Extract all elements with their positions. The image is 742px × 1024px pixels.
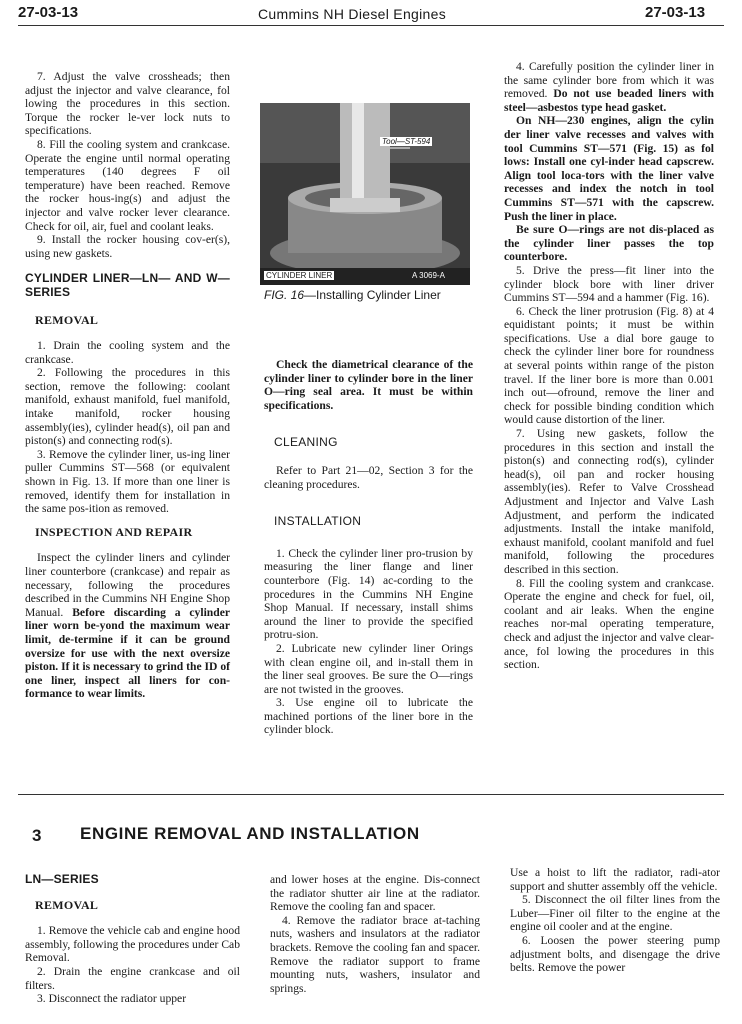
- inspection-warning: Before discarding a cylinder liner worn be-yond the maximum wear limit, de-termine if it can be ground oversize for use with the next oversize piston. If it is necessary to grind the ID of one liner, inspect all liners for con-formance to wear limits.: [25, 605, 230, 701]
- column-3: [504, 60, 714, 672]
- liner-label: CYLINDER LINER: [266, 271, 333, 280]
- paragraph: 5. Drive the press—fit liner into the cylinder block bore with liner driver Cummins ST—594 and a hammer (Fig. 16).: [504, 263, 714, 305]
- paragraph: 5. Disconnect the oil filter lines from the Luber—Finer oil filter to the engine at the engine oil cooler and at the engine.: [510, 893, 720, 934]
- section-number: 3: [32, 826, 43, 845]
- bottom-column-3: [510, 866, 720, 975]
- paragraph: On NH—230 engines, align the cylin der liner valve recesses and valves with tool Cummins ST—571 (Fig. 15) as fol lows: Install one cyl-inder head capscrew. Align tool loca-tors with the liner valve recesses and index the notch in tool Cummins ST—571 with the capscrew. Push the liner in place.: [504, 114, 714, 223]
- subheading-inspection: INSPECTION AND REPAIR: [35, 524, 193, 539]
- column-1: [25, 70, 230, 701]
- figure-caption-text: —Installing Cylinder Liner: [304, 288, 441, 302]
- step4-text: 4. Carefully position the cylinder liner in the same cylinder bore from which it was removed.: [504, 60, 714, 101]
- paragraph: 1. Drain the cooling system and the crankcase.: [25, 339, 230, 366]
- section-title: ENGINE REMOVAL AND INSTALLATION: [80, 824, 420, 843]
- paragraph: 8. Fill the cooling system and crankcase. Operate the engine until normal operating temperatures (140 degrees F oil temperature) have been reached. Remove the rocker hous-ing(s) and adjust the injector and valve rocker lever clearance. Check for oil, air, fuel and coolant leaks.: [25, 137, 230, 233]
- paragraph: 7. Using new gaskets, follow the procedures in this section and install the piston(s) and connecting rod(s), cylinder head(s), oil pan and rocker housing assembly(ies). Refer to Valve Crosshead Adjustment and Injector and Valve Lash Adjustment, and perform the indicated adjustments. Install the intake manifold, exhaust manifold, coolant manifold and fuel manifold, following the procedures described in this section.: [504, 427, 714, 576]
- step4-warning: Do not use beaded liners with steel—asbestos type head gasket.: [504, 87, 714, 114]
- figure-caption: [264, 288, 464, 302]
- inspection-text: Inspect the cylinder liners and cylinder liner counterbore (crankcase) and repair as necessary, following the procedures described in the Cummins NH Engine Shop Manual.: [25, 551, 230, 619]
- section-rule: [18, 794, 724, 795]
- paragraph: [504, 60, 714, 114]
- subheading-removal: REMOVAL: [35, 312, 99, 327]
- figure-number: FIG. 16: [264, 288, 305, 302]
- paragraph: 6. Check the liner protrusion (Fig. 8) at 4 equidistant points; it must be within specifications. Use a dial bore gauge to check the cylinder liner bore for roundness at several points within range of the piston travel. If the liner bore is more than 0.001 inch out—ofround, remove the liner and check for possible binding condition which would cause distortion of the liner.: [504, 304, 714, 427]
- paragraph: Use a hoist to lift the radiator, radi-ator support and shutter assembly off the vehicle.: [510, 866, 720, 893]
- paragraph: 6. Loosen the power steering pump adjustment bolts, and disengage the drive belts. Remove the power: [510, 933, 720, 975]
- paragraph: 8. Fill the cooling system and crankcase. Operate the engine and check for fuel, oil, coolant and air leaks. When the engine reaches nor-mal operating temperature, check and adjust the injector and valve clear-ance, fol lowing the procedures in this section.: [504, 576, 714, 672]
- paragraph: Be sure O—rings are not dis-placed as the cylinder liner passes the top counterbore.: [504, 223, 714, 264]
- paragraph: Check the diametrical clearance of the cylinder liner to cylinder bore in the liner O—ring seal area. It must be within specifications.: [264, 358, 473, 412]
- paragraph: 1. Remove the vehicle cab and engine hood assembly, following the procedures under Cab Removal.: [25, 924, 240, 965]
- paragraph: and lower hoses at the engine. Dis-connect the radiator shutter air line at the radiator. Remove the cooling fan and spacer.: [270, 873, 480, 914]
- bottom-column-1: [25, 873, 240, 1006]
- header-rule: [18, 25, 724, 26]
- paragraph: 3. Remove the cylinder liner, us-ing liner puller Cummins ST—568 (or equivalent shown in Fig. 13. If more than one liner is removed, identify them for installation in the same pos-ition as removed.: [25, 447, 230, 516]
- paragraph: 9. Install the rocker housing cov-er(s), using new gaskets.: [25, 233, 230, 260]
- tool-label: Tool—ST-594: [382, 137, 431, 146]
- section-heading: LN—SERIES: [25, 872, 99, 886]
- section-heading: CYLINDER LINER—LN— AND W—SERIES: [25, 271, 230, 299]
- paragraph: 7. Adjust the valve crossheads; then adjust the injector and valve clearance, fol lowing the procedures in this section. Torque the rocker le-ver lock nuts to specifications.: [25, 70, 230, 138]
- running-title: Cummins NH Diesel Engines: [258, 6, 447, 22]
- paragraph: 3. Disconnect the radiator upper: [37, 992, 187, 1006]
- paragraph: 2. Drain the engine crankcase and oil filters.: [25, 964, 240, 992]
- subheading-cleaning: CLEANING: [274, 435, 338, 450]
- figure-liner-install: [260, 103, 470, 285]
- paragraph: [25, 551, 230, 701]
- subheading-removal: REMOVAL: [35, 897, 99, 912]
- column-2: [264, 358, 473, 737]
- paragraph: 4. Remove the radiator brace at-taching nuts, washers and insulators at the radiator brackets. Remove the cooling fan and spacer. Remove the radiator support to frame mounting nuts, washers, insulator and springs.: [270, 913, 480, 995]
- paragraph: 2. Lubricate new cylinder liner Orings with clean engine oil, and in-stall them in the liner seal grooves. Be sure the O—rings are not twisted in the grooves.: [264, 641, 473, 696]
- paragraph: 2. Following the procedures in this section, remove the following: coolant manifold, exhaust manifold, fuel manifold, intake manifold, rocker housing assembly(ies), cylinder head(s), oil pan and piston(s) and connecting rod(s).: [25, 366, 230, 448]
- paragraph: Refer to Part 21—02, Section 3 for the cleaning procedures.: [264, 463, 473, 491]
- liner-photo: [260, 103, 470, 285]
- figure-code: A 3069-A: [412, 271, 445, 280]
- subheading-installation: INSTALLATION: [274, 514, 362, 529]
- bottom-column-2: [270, 873, 480, 995]
- page-number-left: 27-03-13: [18, 4, 79, 21]
- page-number-right: 27-03-13: [645, 4, 706, 21]
- paragraph: 3. Use engine oil to lubricate the machined portions of the liner bore in the cylinder block.: [264, 696, 473, 737]
- paragraph: 1. Check the cylinder liner pro-trusion by measuring the liner flange and liner counterbore (Fig. 14) ac-cording to the procedures in the Cummins NH Engine Shop Manual. If necessary, install shims around the liner to provide the specified protru-sion.: [264, 546, 473, 642]
